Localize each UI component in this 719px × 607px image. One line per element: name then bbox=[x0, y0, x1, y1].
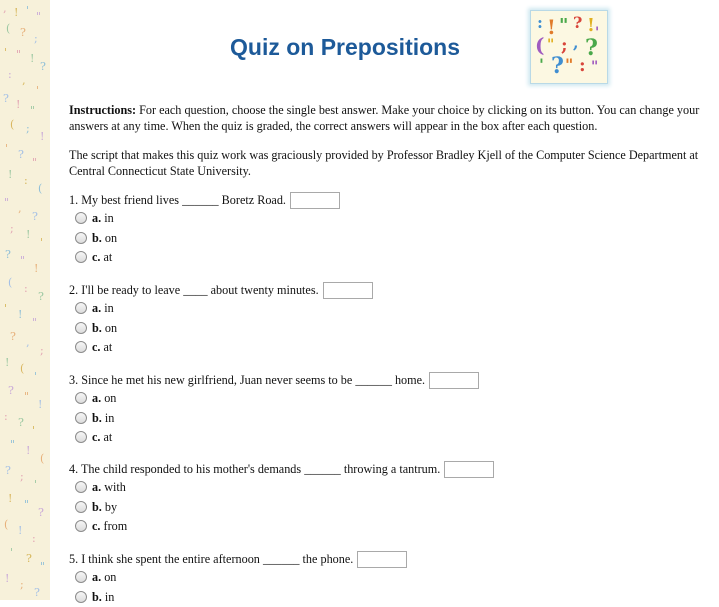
option-text: in bbox=[104, 211, 113, 225]
question-blank: ______ bbox=[182, 193, 219, 207]
radio-button[interactable] bbox=[75, 591, 87, 603]
question-text-before: Since he met his new girlfriend, Juan never seems to be bbox=[81, 373, 352, 387]
instructions-label: Instructions: bbox=[69, 103, 136, 117]
option-text: from bbox=[104, 519, 128, 533]
question-3 bbox=[69, 371, 479, 448]
option-b[interactable] bbox=[69, 319, 373, 339]
question-1 bbox=[69, 191, 340, 268]
option-text: in bbox=[104, 301, 113, 315]
option-text: by bbox=[105, 500, 117, 514]
option-letter: c. bbox=[92, 250, 100, 264]
question-number: 3. bbox=[69, 373, 78, 387]
option-text: in bbox=[105, 411, 114, 425]
option-b[interactable] bbox=[69, 409, 479, 429]
question-text-after: the phone. bbox=[303, 552, 354, 566]
option-c[interactable] bbox=[69, 248, 340, 268]
option-letter: b. bbox=[92, 590, 102, 604]
instructions-text: For each question, choose the single best answer. Make your choice by clicking on its button. You can change your answers at any time. When the quiz is graded, the correct answers will appear in the box after each question. bbox=[69, 103, 699, 133]
radio-button[interactable] bbox=[75, 251, 87, 263]
option-letter: a. bbox=[92, 211, 101, 225]
option-text: in bbox=[105, 590, 114, 604]
option-c[interactable] bbox=[69, 517, 494, 537]
radio-button[interactable] bbox=[75, 392, 87, 404]
option-letter: c. bbox=[92, 340, 100, 354]
page-title: Quiz on Prepositions bbox=[230, 34, 460, 61]
radio-button[interactable] bbox=[75, 431, 87, 443]
question-text-before: The child responded to his mother's demands bbox=[81, 462, 301, 476]
radio-button[interactable] bbox=[75, 341, 87, 353]
question-text-before: I think she spent the entire afternoon bbox=[81, 552, 260, 566]
radio-button[interactable] bbox=[75, 412, 87, 424]
option-c[interactable] bbox=[69, 428, 479, 448]
question-text-after: home. bbox=[395, 373, 425, 387]
option-text: with bbox=[104, 480, 126, 494]
option-letter: a. bbox=[92, 480, 101, 494]
question-blank: ______ bbox=[355, 373, 392, 387]
radio-button[interactable] bbox=[75, 501, 87, 513]
option-text: at bbox=[104, 430, 113, 444]
question-number: 1. bbox=[69, 193, 78, 207]
question-text-before: I'll be ready to leave bbox=[81, 283, 180, 297]
option-text: on bbox=[105, 231, 117, 245]
option-text: on bbox=[104, 570, 116, 584]
radio-button[interactable] bbox=[75, 571, 87, 583]
option-a[interactable] bbox=[69, 209, 340, 229]
question-number: 4. bbox=[69, 462, 78, 476]
option-a[interactable] bbox=[69, 299, 373, 319]
option-letter: b. bbox=[92, 231, 102, 245]
option-c[interactable] bbox=[69, 338, 373, 358]
option-a[interactable] bbox=[69, 389, 479, 409]
option-letter: b. bbox=[92, 321, 102, 335]
option-b[interactable] bbox=[69, 498, 494, 518]
option-letter: a. bbox=[92, 391, 101, 405]
option-b[interactable] bbox=[69, 588, 407, 607]
answer-box bbox=[290, 192, 340, 209]
option-text: on bbox=[104, 391, 116, 405]
question-blank: ______ bbox=[263, 552, 300, 566]
answer-box bbox=[323, 282, 373, 299]
question-5 bbox=[69, 550, 407, 607]
option-text: at bbox=[104, 340, 113, 354]
decorative-punctuation-border: ‚ ! ' " ( ? ; ' " ! ? : ‚ ' ? ! " ( ; ! ' ? " ! : ( " ‚ ? ; ! ' ? " ! ( : ? ' ! " ? ‚ ; ! ( ' ? " ! : ? ' " ! ( ? ; ' ! " ? ( ! : ' ? " ! ; ? bbox=[0, 0, 50, 600]
question-blank: ______ bbox=[304, 462, 341, 476]
option-letter: b. bbox=[92, 411, 102, 425]
instructions-paragraph bbox=[69, 103, 719, 134]
question-text-after: throwing a tantrum. bbox=[344, 462, 440, 476]
radio-button[interactable] bbox=[75, 212, 87, 224]
question-text-after: about twenty minutes. bbox=[211, 283, 319, 297]
answer-box bbox=[429, 372, 479, 389]
option-letter: a. bbox=[92, 570, 101, 584]
option-b[interactable] bbox=[69, 229, 340, 249]
radio-button[interactable] bbox=[75, 302, 87, 314]
radio-button[interactable] bbox=[75, 481, 87, 493]
option-letter: a. bbox=[92, 301, 101, 315]
credit-paragraph: The script that makes this quiz work was graciously provided by Professor Bradley Kjell of the Computer Science Department at Central Connecticut State University. bbox=[69, 148, 719, 179]
question-2 bbox=[69, 281, 373, 358]
option-letter: c. bbox=[92, 519, 100, 533]
radio-button[interactable] bbox=[75, 520, 87, 532]
question-blank: ____ bbox=[183, 283, 207, 297]
question-4 bbox=[69, 460, 494, 537]
question-text-before: My best friend lives bbox=[81, 193, 179, 207]
option-text: at bbox=[104, 250, 113, 264]
punctuation-logo-icon: : ! " ? ! ' ( " ; , ? ' ? " : " bbox=[530, 10, 608, 84]
radio-button[interactable] bbox=[75, 322, 87, 334]
answer-box bbox=[357, 551, 407, 568]
option-a[interactable] bbox=[69, 568, 407, 588]
option-text: on bbox=[105, 321, 117, 335]
answer-box bbox=[444, 461, 494, 478]
question-number: 2. bbox=[69, 283, 78, 297]
option-letter: b. bbox=[92, 500, 102, 514]
question-number: 5. bbox=[69, 552, 78, 566]
option-letter: c. bbox=[92, 430, 100, 444]
question-text-after: Boretz Road. bbox=[222, 193, 286, 207]
radio-button[interactable] bbox=[75, 232, 87, 244]
option-a[interactable] bbox=[69, 478, 494, 498]
